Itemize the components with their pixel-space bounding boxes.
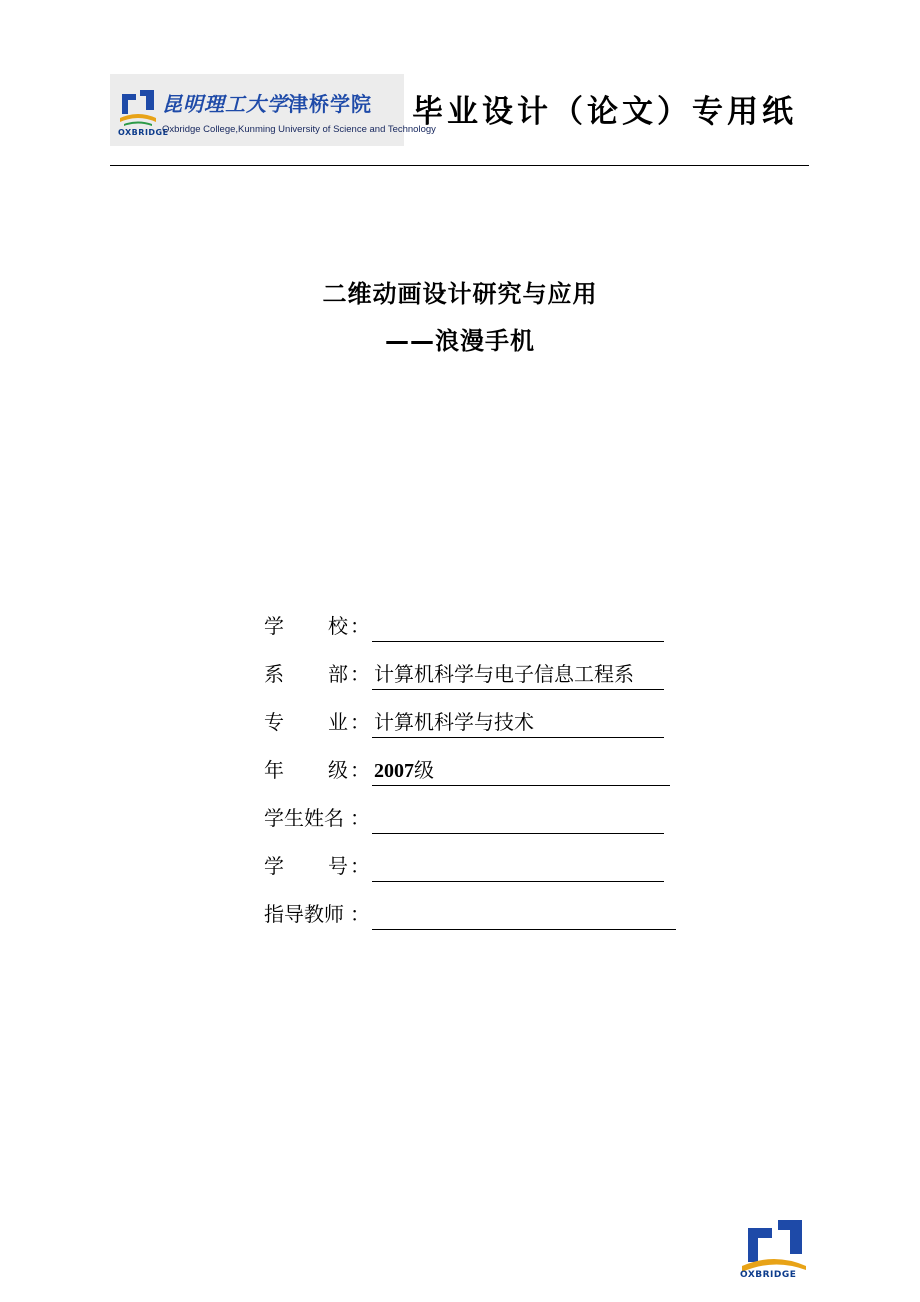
label-colon: ： bbox=[350, 902, 370, 926]
label-colon: ： bbox=[350, 854, 370, 878]
label-char: 学 bbox=[264, 614, 284, 638]
label-text: 指导教师 bbox=[264, 902, 344, 926]
label-char: 专 bbox=[264, 710, 284, 734]
label-char: 业 bbox=[328, 710, 348, 734]
college-emblem-icon bbox=[118, 86, 158, 128]
advisor-field[interactable] bbox=[372, 899, 676, 930]
major-field[interactable] bbox=[372, 707, 664, 738]
label-char: 级 bbox=[328, 758, 348, 782]
label-colon: ： bbox=[350, 662, 370, 686]
university-name: 昆明理工大学 bbox=[162, 92, 288, 116]
thesis-subtitle: ——浪漫手机 bbox=[385, 327, 535, 355]
header-divider bbox=[110, 165, 809, 166]
label-colon: ： bbox=[350, 614, 370, 638]
thesis-title: 二维动画设计研究与应用 bbox=[322, 280, 598, 308]
field-value bbox=[372, 854, 374, 878]
footer-wordmark: OXBRIDGE bbox=[740, 1270, 797, 1280]
college-name-english: Oxbridge College,Kunming University of Science and Technology bbox=[162, 124, 436, 135]
page-title: 毕业设计（论文）专用纸 bbox=[412, 94, 797, 130]
student-id-field[interactable] bbox=[372, 851, 664, 882]
label-char: 学 bbox=[264, 854, 284, 878]
field-value bbox=[372, 806, 374, 830]
label-char: 系 bbox=[264, 662, 284, 686]
department-field[interactable] bbox=[372, 659, 664, 690]
field-value bbox=[372, 614, 374, 638]
college-logo-banner bbox=[110, 74, 436, 146]
college-name-chinese bbox=[162, 88, 372, 117]
label-char: 部 bbox=[328, 662, 348, 686]
oxbridge-wordmark: OXBRIDGE bbox=[118, 128, 169, 137]
field-value bbox=[372, 902, 374, 926]
label-colon: ： bbox=[350, 758, 370, 782]
field-value: 计算机科学与技术 bbox=[374, 710, 534, 734]
label-char: 年 bbox=[264, 758, 284, 782]
label-colon: ： bbox=[350, 806, 370, 830]
label-text: 学生姓名 bbox=[264, 806, 344, 830]
school-field[interactable] bbox=[372, 611, 664, 642]
grade-year: 2007 bbox=[374, 760, 414, 782]
college-name: 津桥学院 bbox=[288, 92, 372, 116]
label-char: 号 bbox=[328, 854, 348, 878]
student-name-field[interactable] bbox=[372, 803, 664, 834]
field-value: 级 bbox=[414, 758, 434, 782]
field-value: 计算机科学与电子信息工程系 bbox=[374, 662, 634, 686]
label-colon: ： bbox=[350, 710, 370, 734]
grade-field[interactable] bbox=[372, 755, 670, 786]
label-char: 校 bbox=[328, 614, 348, 638]
